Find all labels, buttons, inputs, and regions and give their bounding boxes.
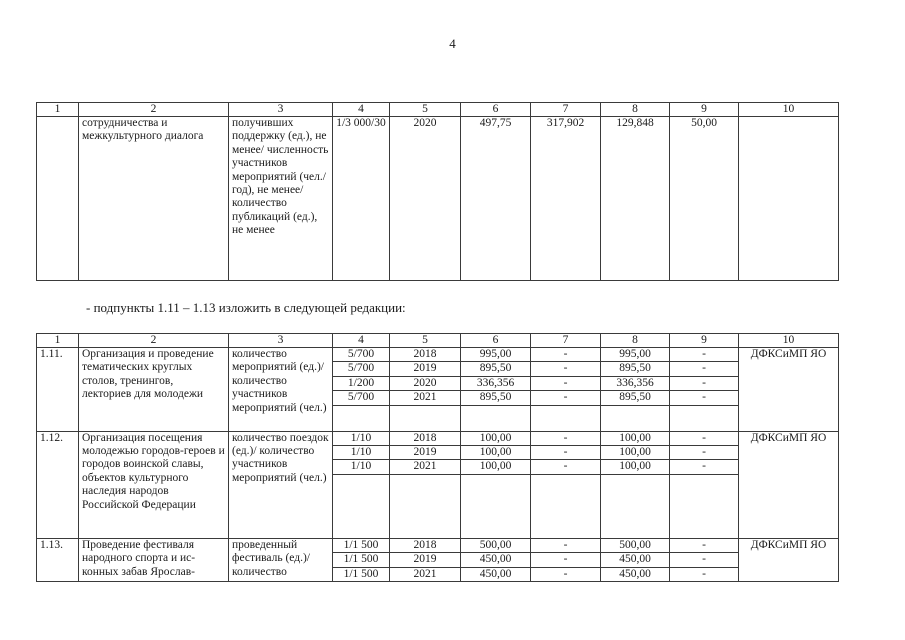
cell-federal: - xyxy=(531,431,601,445)
cell-other: - xyxy=(670,460,739,474)
header-col-4: 4 xyxy=(333,334,390,348)
cell-target: 1/1 500 xyxy=(333,567,390,581)
table-row xyxy=(37,117,839,281)
cell-num: 1.12. xyxy=(37,431,79,538)
cell-total: 895,50 xyxy=(461,391,531,405)
table-continuation xyxy=(36,102,839,281)
header-col-7: 7 xyxy=(531,334,601,348)
cell-year: 2021 xyxy=(390,460,461,474)
cell-federal: - xyxy=(531,348,601,362)
cell-regional xyxy=(601,405,670,431)
cell-year: 2020 xyxy=(390,117,461,281)
cell-year: 2018 xyxy=(390,431,461,445)
cell-regional: 995,00 xyxy=(601,348,670,362)
cell-regional: 895,50 xyxy=(601,362,670,376)
cell-regional: 450,00 xyxy=(601,567,670,581)
header-col-10: 10 xyxy=(739,334,839,348)
cell-target: 1/3 000/30 xyxy=(333,117,390,281)
cell-regional xyxy=(601,474,670,538)
header-col-6: 6 xyxy=(461,103,531,117)
cell-other: - xyxy=(670,567,739,581)
cell-other: - xyxy=(670,538,739,552)
cell-name: Проведение фестиваля народного спорта и ис-конных забав Ярослав- xyxy=(79,538,229,581)
cell-target xyxy=(333,474,390,538)
cell-year: 2019 xyxy=(390,362,461,376)
cell-other: - xyxy=(670,376,739,390)
table-subitems xyxy=(36,333,839,582)
header-col-2: 2 xyxy=(79,334,229,348)
cell-num xyxy=(37,117,79,281)
cell-target: 1/1 500 xyxy=(333,553,390,567)
cell-name: Организация посещения молодежью городов-героев и городов воинской славы, объектов культурного наследия народов Российской Федерации xyxy=(79,431,229,538)
header-col-1: 1 xyxy=(37,103,79,117)
cell-num: 1.11. xyxy=(37,348,79,432)
cell-target: 1/1 500 xyxy=(333,538,390,552)
cell-target: 5/700 xyxy=(333,348,390,362)
cell-federal: - xyxy=(531,538,601,552)
cell-total: 995,00 xyxy=(461,348,531,362)
cell-regional: 100,00 xyxy=(601,446,670,460)
header-col-9: 9 xyxy=(670,334,739,348)
cell-year xyxy=(390,474,461,538)
cell-indicator: количество поездок (ед.)/ количество участников мероприятий (чел.) xyxy=(229,431,333,538)
cell-year: 2020 xyxy=(390,376,461,390)
cell-name: сотрудничества и межкультурного диалога xyxy=(79,117,229,281)
table-row xyxy=(37,538,839,552)
cell-regional: 895,50 xyxy=(601,391,670,405)
cell-indicator: проведенный фестиваль (ед.)/ количество xyxy=(229,538,333,581)
cell-regional: 100,00 xyxy=(601,460,670,474)
header-col-1: 1 xyxy=(37,334,79,348)
cell-federal: 317,902 xyxy=(531,117,601,281)
cell-year: 2019 xyxy=(390,446,461,460)
cell-regional: 500,00 xyxy=(601,538,670,552)
cell-other: - xyxy=(670,553,739,567)
cell-other xyxy=(670,474,739,538)
header-col-6: 6 xyxy=(461,334,531,348)
cell-target xyxy=(333,405,390,431)
table-row xyxy=(37,431,839,445)
cell-indicator: количество мероприятий (ед.)/ количество участников мероприятий (чел.) xyxy=(229,348,333,432)
header-col-4: 4 xyxy=(333,103,390,117)
cell-regional: 336,356 xyxy=(601,376,670,390)
cell-other: 50,00 xyxy=(670,117,739,281)
cell-regional: 450,00 xyxy=(601,553,670,567)
cell-other xyxy=(670,405,739,431)
cell-other: - xyxy=(670,348,739,362)
cell-federal: - xyxy=(531,446,601,460)
cell-total: 100,00 xyxy=(461,446,531,460)
header-col-3: 3 xyxy=(229,103,333,117)
cell-target: 5/700 xyxy=(333,362,390,376)
cell-regional: 100,00 xyxy=(601,431,670,445)
cell-target: 1/10 xyxy=(333,431,390,445)
cell-executor: ДФКСиМП ЯО xyxy=(739,431,839,538)
cell-federal: - xyxy=(531,362,601,376)
cell-target: 5/700 xyxy=(333,391,390,405)
header-col-5: 5 xyxy=(390,334,461,348)
cell-indicator: получивших поддержку (ед.), не менее/ численность участников мероприятий (чел./год), не менее/ количество публикаций (ед.), не менее xyxy=(229,117,333,281)
cell-federal: - xyxy=(531,391,601,405)
header-col-7: 7 xyxy=(531,103,601,117)
cell-executor xyxy=(739,117,839,281)
cell-year: 2019 xyxy=(390,553,461,567)
header-col-10: 10 xyxy=(739,103,839,117)
cell-other: - xyxy=(670,431,739,445)
cell-year: 2021 xyxy=(390,391,461,405)
cell-num: 1.13. xyxy=(37,538,79,581)
cell-federal: - xyxy=(531,376,601,390)
header-col-8: 8 xyxy=(601,103,670,117)
table-header-row xyxy=(37,334,839,348)
cell-year: 2018 xyxy=(390,348,461,362)
header-col-8: 8 xyxy=(601,334,670,348)
header-col-9: 9 xyxy=(670,103,739,117)
cell-total: 497,75 xyxy=(461,117,531,281)
cell-target: 1/10 xyxy=(333,446,390,460)
header-col-2: 2 xyxy=(79,103,229,117)
cell-executor: ДФКСиМП ЯО xyxy=(739,348,839,432)
cell-total: 450,00 xyxy=(461,567,531,581)
cell-total xyxy=(461,474,531,538)
cell-year: 2018 xyxy=(390,538,461,552)
cell-other: - xyxy=(670,446,739,460)
cell-federal xyxy=(531,405,601,431)
cell-total: 500,00 xyxy=(461,538,531,552)
cell-target: 1/200 xyxy=(333,376,390,390)
cell-total: 895,50 xyxy=(461,362,531,376)
cell-year: 2021 xyxy=(390,567,461,581)
cell-federal: - xyxy=(531,460,601,474)
cell-federal xyxy=(531,474,601,538)
cell-total: 336,356 xyxy=(461,376,531,390)
cell-executor: ДФКСиМП ЯО xyxy=(739,538,839,581)
cell-federal: - xyxy=(531,567,601,581)
cell-name: Организация и проведение тематических круглых столов, тренингов, лекториев для молодежи xyxy=(79,348,229,432)
cell-regional: 129,848 xyxy=(601,117,670,281)
cell-total: 100,00 xyxy=(461,431,531,445)
cell-year xyxy=(390,405,461,431)
header-col-3: 3 xyxy=(229,334,333,348)
cell-federal: - xyxy=(531,553,601,567)
cell-other: - xyxy=(670,362,739,376)
page-number: 4 xyxy=(449,36,456,51)
cell-total: 450,00 xyxy=(461,553,531,567)
cell-target: 1/10 xyxy=(333,460,390,474)
header-col-5: 5 xyxy=(390,103,461,117)
table-header-row xyxy=(37,103,839,117)
table-row xyxy=(37,348,839,362)
cell-other: - xyxy=(670,391,739,405)
cell-total xyxy=(461,405,531,431)
subheading: - подпункты 1.11 – 1.13 изложить в следующей редакции: xyxy=(86,300,406,315)
cell-total: 100,00 xyxy=(461,460,531,474)
